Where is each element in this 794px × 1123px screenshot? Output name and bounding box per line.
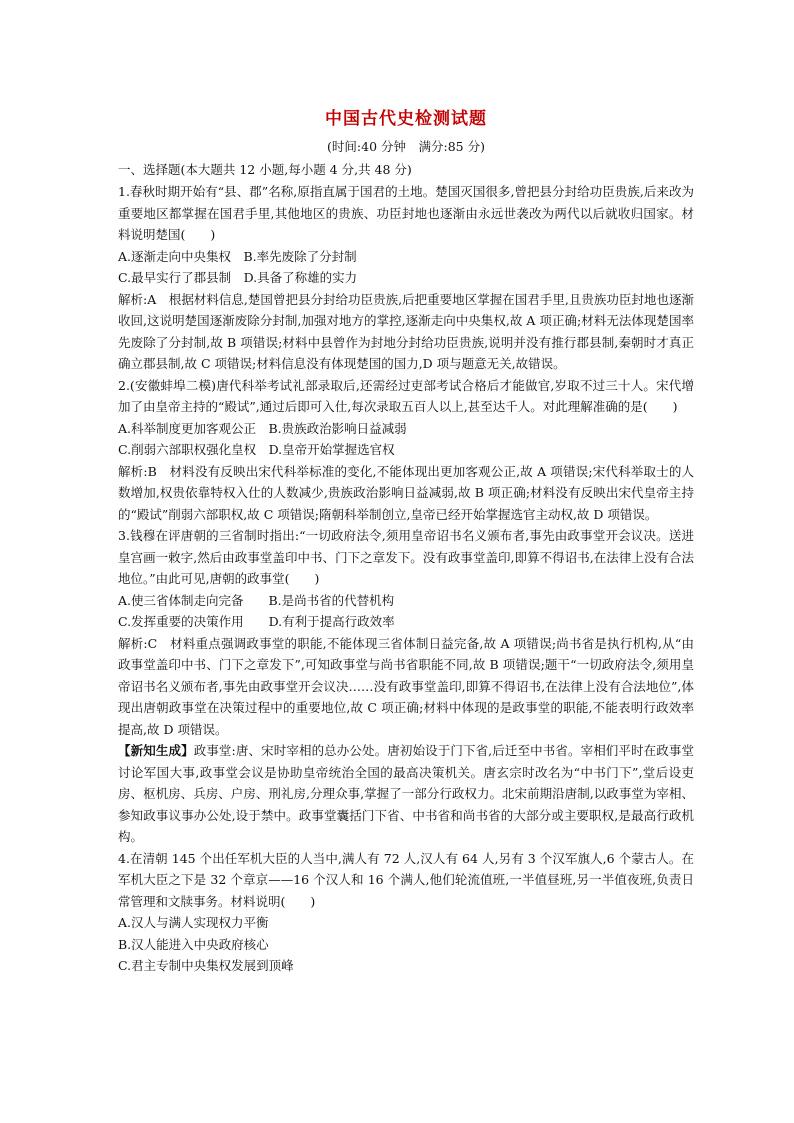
question-2-options-ab: A.科举制度更加客观公正 B.贵族政治影响日益减弱 <box>118 420 407 436</box>
question-4-option-b: B.汉人能进入中央政府核心 <box>118 936 269 952</box>
page-title: 中国古代史检测试题 <box>325 109 487 129</box>
knowledge-note-body: 政事堂:唐、宋时宰相的总办公处。唐初始设于门下省,后迁至中书省。宰相们平时在政事堂讨论军国大事,政事堂会议是协助皇帝统治全国的最高决策机关。唐玄宗时改名为“中书门下”,堂后设吏房、枢机房、兵房、户房、刑礼房,分理众事,掌握了一部分行政权力。北宋前期沿唐制,以政事堂为宰相、参知政事议事办公处,设于禁中。政事堂囊括门下省、中书省和尚书省的大部分或主要职权,是最高行政机构。 <box>118 743 694 844</box>
question-4-option-c: C.君主专制中央集权发展到顶峰 <box>118 958 294 973</box>
question-1-stem: 1.春秋时期开始有“县、郡”名称,原指直属于国君的土地。楚国灭国很多,曾把县分封给功臣贵族,后来改为重要地区都掌握在国君手里,其他地区的贵族、功臣封地也逐渐由永远世袭改为两代以后就收归国家。材料说明楚国( ) <box>118 184 694 242</box>
question-3-analysis: 解析:C 材料重点强调政事堂的职能,不能体现三省体制日益完备,故 A 项错误;尚书省是执行机构,从“由政事堂盖印中书、门下之章发下”,可知政事堂与尚书省职能不同,故 B 项错误;题干“一切政府法令,须用皇帝诏书名义颁布者,事先由政事堂开会议决……没有政事堂盖印,即算不得诏书,在法律上没有合法地位”,体现出唐朝政事堂在决策过程中的重要地位,故 C 项正确;材料中体现的是政事堂的职能,不能表明行政效率提高,故 D 项错误。 <box>118 635 694 737</box>
question-4-option-a: A.汉人与满人实现权力平衡 <box>118 915 269 930</box>
section-heading: 一、选择题(本大题共 12 小题,每小题 4 分,共 48 分) <box>118 162 412 177</box>
exam-meta: (时间:40 分钟 满分:85 分) <box>327 139 485 154</box>
question-1-options-ab: A.逐渐走向中央集权 B.率先废除了分封制 <box>118 248 357 264</box>
knowledge-note-heading: 【新知生成】 <box>118 743 194 758</box>
question-3-options-cd: C.发挥重要的决策作用 D.有利于提高行政效率 <box>118 614 395 629</box>
question-2-stem: 2.(安徽蚌埠二模)唐代科举考试礼部录取后,还需经过吏部考试合格后才能做官,岁取不过三十人。宋代增加了由皇帝主持的“殿试”,通过后即可入仕,每次录取五百人以上,甚至达千人。对此理解准确的是( ) <box>118 377 694 414</box>
question-2-analysis: 解析:B 材料没有反映出宋代科举标准的变化,不能体现出更加客观公正,故 A 项错误;宋代科举取士的人数增加,权贵依靠特权入仕的人数减少,贵族政治影响日益减弱,故 B 项正确;材料没有反映出宋代皇帝主持的“殿试”削弱六部职权,故 C 项错误;隋朝科举制创立,皇帝已经开始掌握选官主动权,故 D 项错误。 <box>118 463 694 522</box>
question-3-options-ab: A.使三省体制走向完备 B.是尚书省的代替机构 <box>118 592 395 608</box>
question-4-stem: 4.在清朝 145 个出任军机大臣的人当中,满人有 72 人,汉人有 64 人,另有 3 个汉军旗人,6 个蒙古人。在军机大臣之下是 32 个章京——16 个汉人和 16 个满人,他们轮流值班,一半值昼班,另一半值夜班,负责日常管理和文牍事务。材料说明( ) <box>118 850 694 909</box>
question-1-options-cd: C.最早实行了郡县制 D.具备了称雄的实力 <box>118 270 358 285</box>
question-2-options-cd: C.削弱六部职权强化皇权 D.皇帝开始掌握选官权 <box>118 442 395 457</box>
question-3-stem: 3.钱穆在评唐朝的三省制时指出:“一切政府法令,须用皇帝诏书名义颁布者,事先由政事堂开会议决。送进皇宫画一敕字,然后由政事堂盖印中书、门下之章发下。没有政事堂盖印,即算不得诏书,在法律上没有合法地位。”由此可见,唐朝的政事堂( ) <box>118 528 694 586</box>
knowledge-note <box>118 740 694 848</box>
question-1-analysis: 解析:A 根据材料信息,楚国曾把县分封给功臣贵族,后把重要地区掌握在国君手里,且贵族功臣封地也逐渐收回,这说明楚国逐渐废除分封制,加强对地方的掌控,逐渐走向中央集权,故 A 项正确;材料无法体现楚国率先废除了分封制,故 B 项错误;材料中县曾作为封地分封给功臣贵族,说明并没有推行郡县制,秦朝时才真正确立郡县制,故 C 项错误;材料信息没有体现楚国的国力,D 项与题意无关,故错误。 <box>118 291 694 371</box>
